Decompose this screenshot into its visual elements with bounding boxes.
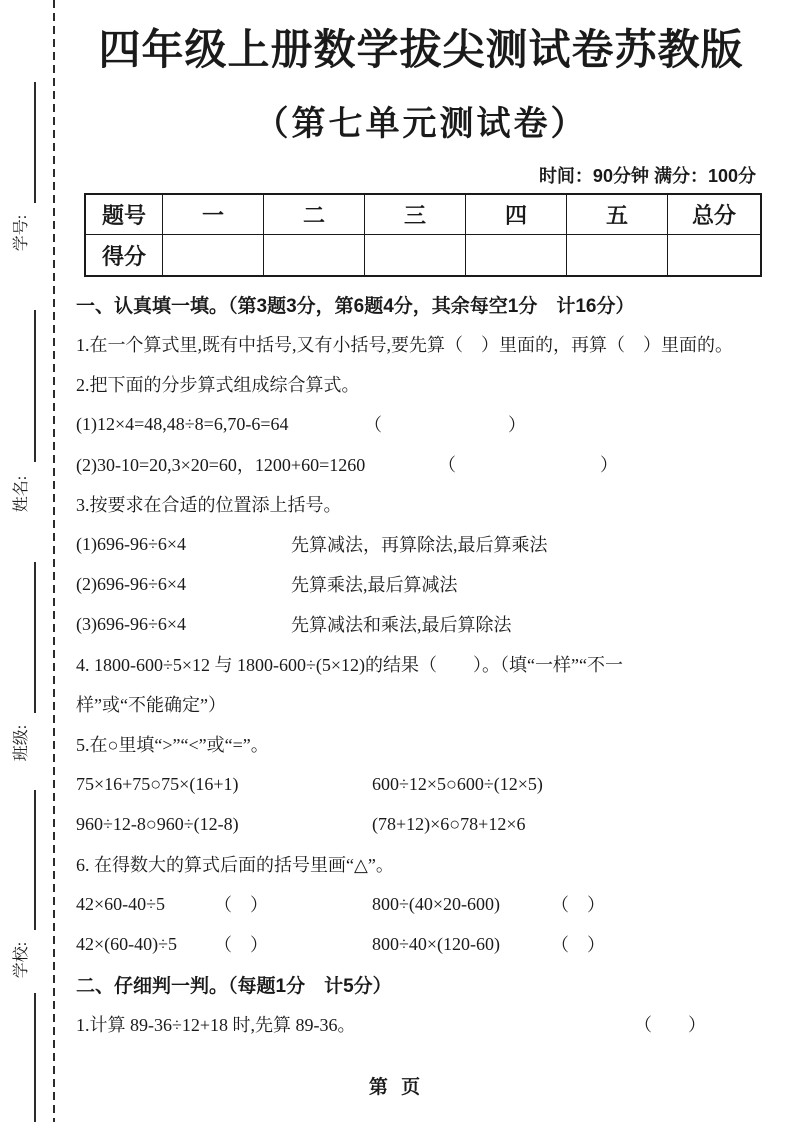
score-table-header-cell: 三 [365, 194, 466, 235]
question-3-stem: 3.按要求在合适的位置添上括号。 [76, 495, 342, 515]
student-number-label: 学号: [13, 214, 30, 252]
score-cell-empty [163, 235, 264, 277]
score-table-header-cell: 题号 [85, 194, 163, 235]
score-table-score-row [85, 235, 761, 277]
score-table-header-cell: 总分 [668, 194, 762, 235]
judgement-blank: （ ） [634, 1015, 706, 1035]
comparison-expression: 75×16+75○75×(16+1) [76, 773, 239, 794]
page-number-footer: 第 页 [368, 1077, 425, 1098]
question-3-item-3 [76, 604, 766, 644]
student-info-write-line [34, 993, 36, 1122]
score-cell-empty [264, 235, 365, 277]
score-row-label: 得分 [85, 235, 163, 277]
student-info-write-line [34, 310, 36, 462]
question-2-stem: 2.把下面的分步算式组成综合算式。 [76, 375, 360, 395]
answer-blank: （ ） [551, 935, 605, 955]
score-table-header-cell: 二 [264, 194, 365, 235]
question-5-stem: 5.在○里填“>”“<”或“=”。 [76, 735, 269, 755]
expression: 42×60-40÷5 [76, 893, 166, 914]
score-cell-empty [668, 235, 762, 277]
judgement-statement: 1.计算 89-36÷12+18 时,先算 89-36。 [76, 1015, 356, 1035]
comparison-expression: 960÷12-8○960÷(12-8) [76, 813, 239, 834]
paper-subtitle: （第七单元测试卷） [254, 105, 588, 143]
comparison-expression: 600÷12×5○600÷(12×5) [372, 773, 543, 794]
answer-blank: （ ） [551, 895, 605, 915]
question-3-item-2 [76, 564, 766, 604]
answer-blank: （ ） [438, 455, 618, 475]
student-info-write-line [34, 790, 36, 930]
score-table-header-cell: 四 [466, 194, 567, 235]
binding-dashed-line [53, 0, 55, 1122]
expression: (3)696-96÷6×4 [76, 613, 187, 634]
comparison-expression: (78+12)×6○78+12×6 [372, 813, 526, 834]
question-6-row-1 [76, 884, 766, 924]
score-cell-empty [365, 235, 466, 277]
paper-title: 四年级上册数学拔尖测试卷苏教版 [98, 26, 744, 73]
score-table-header-cell: 一 [163, 194, 264, 235]
student-name-label: 姓名: [13, 475, 30, 513]
answer-blank: （ ） [214, 895, 268, 915]
class-label: 班级: [13, 724, 30, 762]
section2-question-1 [76, 1004, 766, 1044]
order-description: 先算减法，再算除法,最后算乘法 [291, 535, 548, 555]
section1-heading: 一、认真填一填。（第3题3分，第6题4分，其余每空1分 计16分） [76, 295, 635, 317]
question-3-item-1 [76, 524, 766, 564]
answer-blank: （ ） [364, 415, 526, 435]
expression: (1)12×4=48,48÷8=6,70-6=64 [76, 413, 289, 434]
expression: (1)696-96÷6×4 [76, 533, 187, 554]
score-cell-empty [466, 235, 567, 277]
expression: (2)30-10=20,3×20=60，1200+60=1260 [76, 455, 366, 475]
question-area [76, 284, 766, 1044]
score-cell-empty [567, 235, 668, 277]
question-1: 1.在一个算式里,既有中括号,又有小括号,要先算（ ）里面的，再算（ ）里面的。 [76, 335, 733, 355]
answer-blank: （ ） [214, 935, 268, 955]
question-2-item-2 [76, 444, 766, 484]
question-5-row-1 [76, 764, 766, 804]
student-info-write-line [34, 82, 36, 203]
order-description: 先算减法和乘法,最后算除法 [291, 615, 512, 635]
score-table-header-row [85, 194, 761, 235]
school-label: 学校: [13, 941, 30, 979]
student-info-write-line [34, 562, 36, 713]
question-4-line-2: 样”或“不能确定”） [76, 695, 226, 715]
question-4-line-1: 4. 1800-600÷5×12 与 1800-600÷(5×12)的结果（ ）。（填“一样”“不一 [76, 655, 624, 675]
expression: (2)696-96÷6×4 [76, 573, 187, 594]
question-5-row-2 [76, 804, 766, 844]
expression: 42×(60-40)÷5 [76, 933, 178, 954]
main-content [76, 0, 766, 1044]
question-6-row-2 [76, 924, 766, 964]
time-and-score-info: 时间：90分钟 满分：100分 [538, 166, 756, 186]
score-table [84, 193, 762, 277]
expression: 800÷40×(120-60) [372, 933, 501, 954]
order-description: 先算乘法,最后算减法 [291, 575, 458, 595]
section2-heading: 二、仔细判一判。（每题1分 计5分） [76, 975, 392, 997]
score-table-header-cell: 五 [567, 194, 668, 235]
expression: 800÷(40×20-600) [372, 893, 501, 914]
question-6-stem: 6. 在得数大的算式后面的括号里画“△”。 [76, 855, 394, 875]
question-2-item-1 [76, 404, 766, 444]
